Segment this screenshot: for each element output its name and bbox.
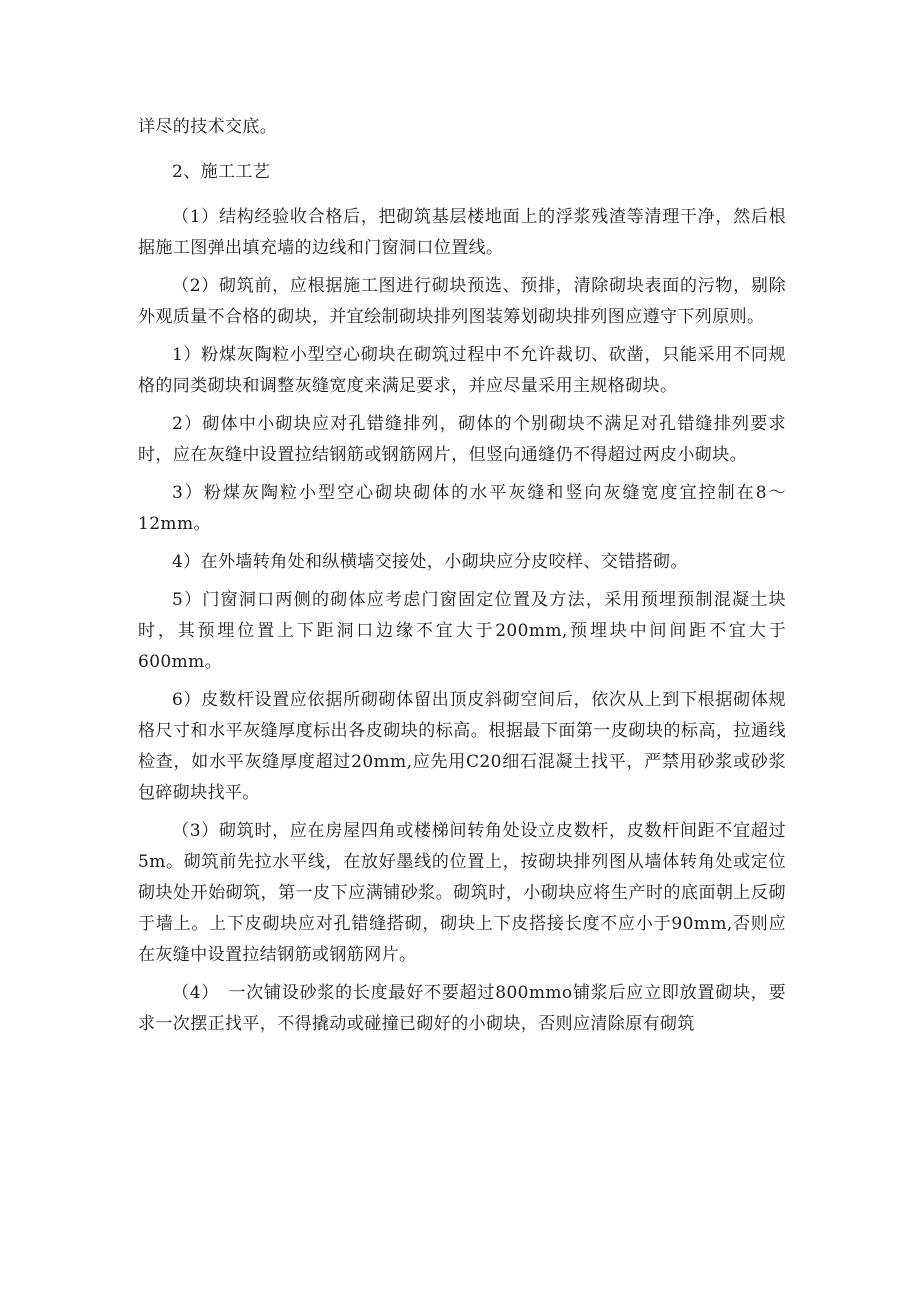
paragraph-step-3: （3）砌筑时，应在房屋四角或楼梯间转角处设立皮数杆，皮数杆间距不宜超过5m。砌筑前先拉水平线，在放好墨线的位置上，按砌块排列图从墙体转角处或定位砌块处开始砌筑，第一皮下应满铺砂浆。砌筑时，小砌块应将生产时的底面朝上反砌于墙上。上下皮砌块应对孔错缝搭砌，砌块上下皮搭接长度不应小于90mm,否则应在灰缝中设置拉结钢筋或钢筋网片。 — [138, 821, 786, 965]
paragraph-rule-1: 1）粉煤灰陶粒小型空心砌块在砌筑过程中不允许裁切、砍凿，只能采用不同规格的同类砌块和调整灰缝宽度来满足要求，并应尽量采用主规格砌块。 — [138, 345, 786, 396]
section-heading-construction-process: 2、施工工艺 — [172, 162, 271, 182]
paragraph-rule-4: 4）在外墙转角处和纵横墙交接处，小砌块应分皮咬样、交错搭砌。 — [172, 552, 688, 572]
paragraph-intro-tail: 详尽的技术交底。 — [138, 117, 278, 137]
paragraph-rule-5: 5）门窗洞口两侧的砌体应考虑门窗固定位置及方法，采用预埋预制混凝土块时，其预埋位置上下距洞口边缘不宜大于200mm,预埋块中间间距不宜大于600mm。 — [138, 590, 786, 672]
paragraph-step-4: （4） 一次铺设砂浆的长度最好不要超过800mmo铺浆后应立即放置砌块，要求一次摆正找平，不得撬动或碰撞已砌好的小砌块，否则应清除原有砌筑 — [138, 983, 786, 1034]
paragraph-rule-2: 2）砌体中小砌块应对孔错缝排列，砌体的个别砌块不满足对孔错缝排列要求时，应在灰缝中设置拉结钢筋或钢筋网片，但竖向通缝仍不得超过两皮小砌块。 — [138, 414, 786, 465]
paragraph-step-2: （2）砌筑前，应根据施工图进行砌块预选、预排，清除砌块表面的污物，剔除外观质量不合格的砌块，并宜绘制砌块排列图装筹划砌块排列图应遵守下列原则。 — [138, 276, 786, 327]
paragraph-step-1: （1）结构经验收合格后，把砌筑基层楼地面上的浮浆残渣等清理干净，然后根据施工图弹出填充墙的边线和门窗洞口位置线。 — [138, 207, 786, 258]
document-body — [138, 112, 786, 1047]
paragraph-rule-6: 6）皮数杆设置应依据所砌砌体留出顶皮斜砌空间后，依次从上到下根据砌体规格尺寸和水平灰缝厚度标出各皮砌块的标高。根据最下面第一皮砌块的标高，拉通线检查，如水平灰缝厚度超过20mm,应先用C20细石混凝土找平，严禁用砂浆或砂浆包碎砌块找平。 — [138, 690, 786, 803]
paragraph-rule-3: 3）粉煤灰陶粒小型空心砌块砌体的水平灰缝和竖向灰缝宽度宜控制在8～12mm。 — [138, 483, 786, 534]
